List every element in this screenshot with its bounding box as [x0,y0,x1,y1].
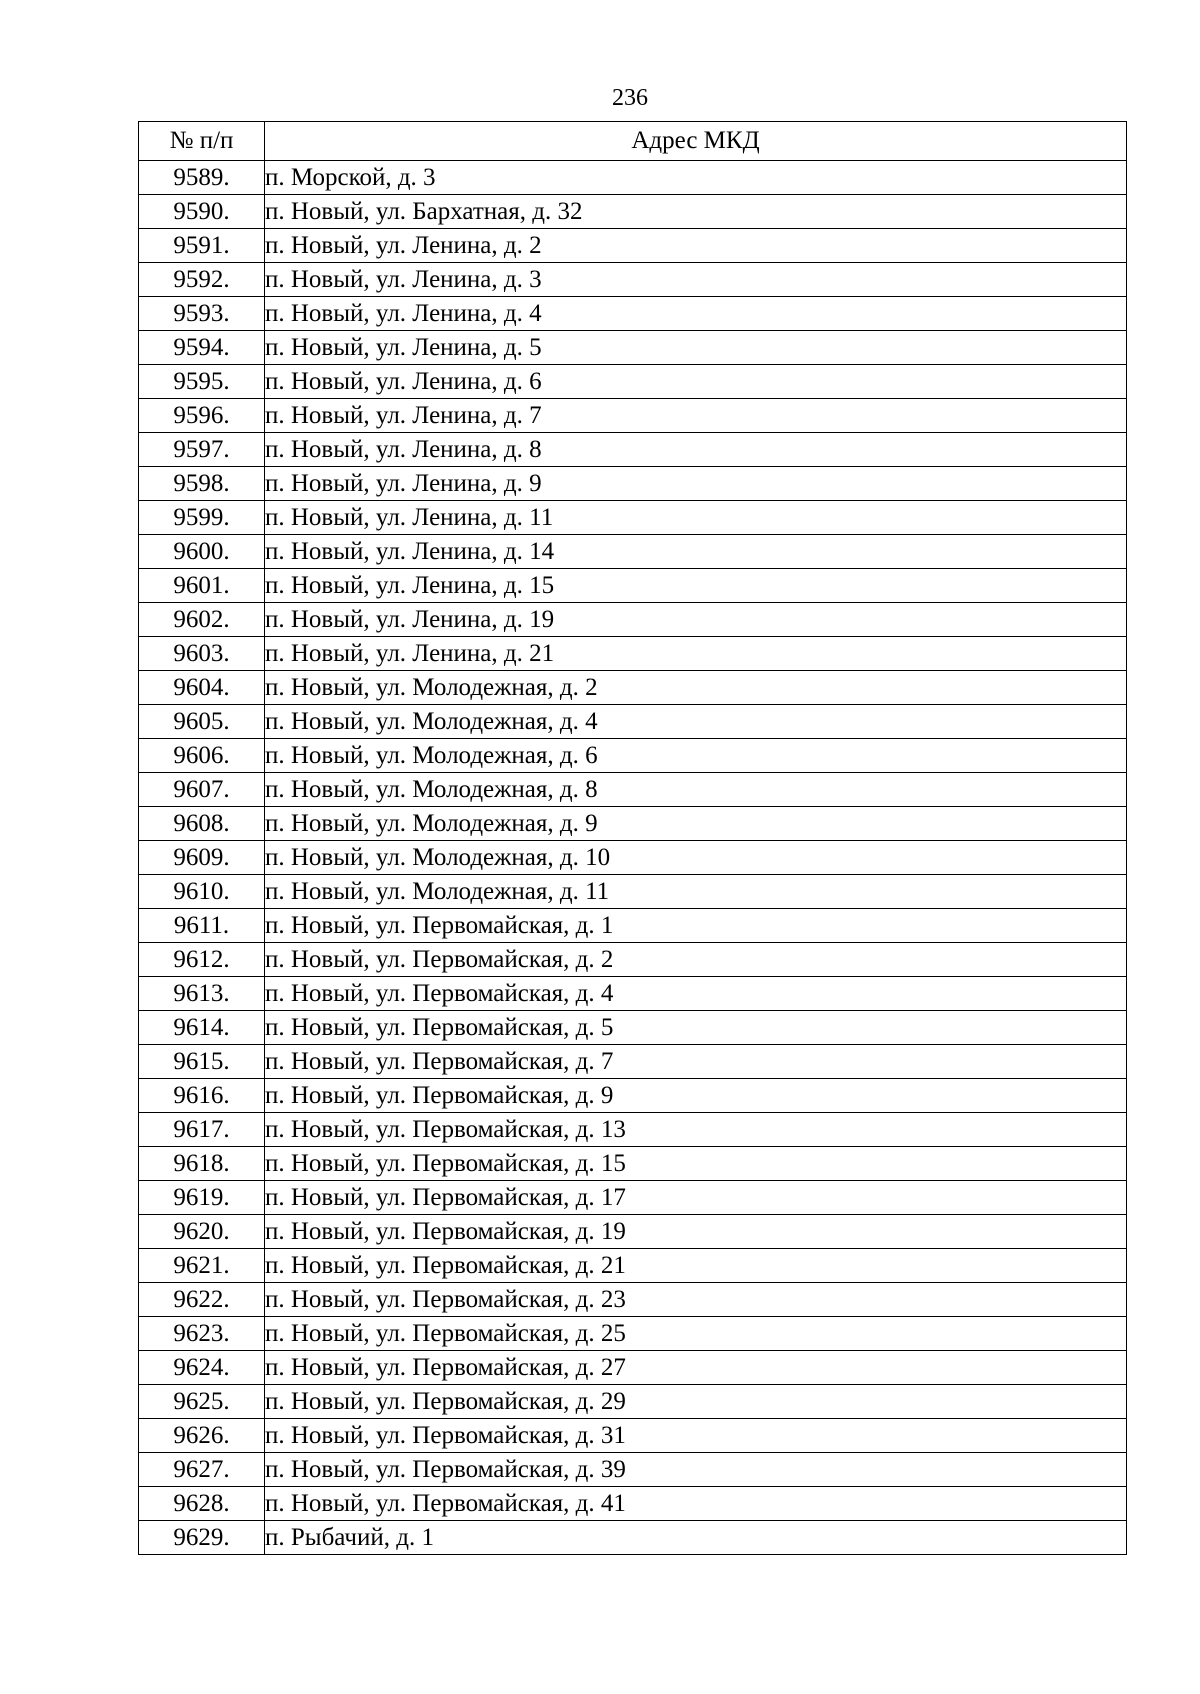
row-address-cell: п. Новый, ул. Ленина, д. 11 [265,501,1127,535]
row-number-cell: 9619. [139,1181,265,1215]
table-row [139,1249,1127,1283]
row-address-cell: п. Новый, ул. Первомайская, д. 4 [265,977,1127,1011]
table-row [139,569,1127,603]
table-row [139,1487,1127,1521]
table-row [139,297,1127,331]
table-body [139,161,1127,1555]
row-number-cell: 9601. [139,569,265,603]
row-address-cell: п. Новый, ул. Молодежная, д. 10 [265,841,1127,875]
table-row [139,875,1127,909]
row-address-cell: п. Новый, ул. Первомайская, д. 25 [265,1317,1127,1351]
row-address-cell: п. Новый, ул. Ленина, д. 2 [265,229,1127,263]
address-table [138,121,1127,1555]
row-number-cell: 9604. [139,671,265,705]
row-number-cell: 9624. [139,1351,265,1385]
row-address-cell: п. Новый, ул. Ленина, д. 4 [265,297,1127,331]
row-number-cell: 9607. [139,773,265,807]
table-row [139,1113,1127,1147]
table-row [139,807,1127,841]
row-number-cell: 9597. [139,433,265,467]
row-number-cell: 9629. [139,1521,265,1555]
row-address-cell: п. Новый, ул. Молодежная, д. 4 [265,705,1127,739]
row-address-cell: п. Новый, ул. Первомайская, д. 31 [265,1419,1127,1453]
table-row [139,331,1127,365]
row-address-cell: п. Новый, ул. Бархатная, д. 32 [265,195,1127,229]
table-row [139,1385,1127,1419]
table-row [139,977,1127,1011]
table-row [139,1181,1127,1215]
row-address-cell: п. Новый, ул. Молодежная, д. 2 [265,671,1127,705]
row-address-cell: п. Новый, ул. Ленина, д. 21 [265,637,1127,671]
row-number-cell: 9620. [139,1215,265,1249]
table-row [139,467,1127,501]
row-number-cell: 9622. [139,1283,265,1317]
table-row [139,1453,1127,1487]
row-address-cell: п. Новый, ул. Ленина, д. 7 [265,399,1127,433]
row-address-cell: п. Новый, ул. Первомайская, д. 1 [265,909,1127,943]
row-address-cell: п. Новый, ул. Первомайская, д. 5 [265,1011,1127,1045]
row-number-cell: 9615. [139,1045,265,1079]
row-address-cell: п. Новый, ул. Первомайская, д. 17 [265,1181,1127,1215]
row-number-cell: 9621. [139,1249,265,1283]
row-address-cell: п. Новый, ул. Первомайская, д. 7 [265,1045,1127,1079]
table-row [139,739,1127,773]
row-address-cell: п. Новый, ул. Ленина, д. 9 [265,467,1127,501]
table-row [139,943,1127,977]
table-row [139,841,1127,875]
row-number-cell: 9600. [139,535,265,569]
row-number-cell: 9603. [139,637,265,671]
row-address-cell: п. Рыбачий, д. 1 [265,1521,1127,1555]
row-address-cell: п. Новый, ул. Молодежная, д. 11 [265,875,1127,909]
table-row [139,399,1127,433]
row-number-cell: 9589. [139,161,265,195]
row-number-cell: 9590. [139,195,265,229]
row-number-cell: 9599. [139,501,265,535]
table-row [139,1521,1127,1555]
row-address-cell: п. Новый, ул. Молодежная, д. 6 [265,739,1127,773]
row-address-cell: п. Новый, ул. Ленина, д. 15 [265,569,1127,603]
row-number-cell: 9609. [139,841,265,875]
table-row [139,773,1127,807]
row-address-cell: п. Новый, ул. Ленина, д. 5 [265,331,1127,365]
row-number-cell: 9602. [139,603,265,637]
row-address-cell: п. Новый, ул. Первомайская, д. 19 [265,1215,1127,1249]
row-number-cell: 9608. [139,807,265,841]
table-row [139,1283,1127,1317]
row-number-cell: 9628. [139,1487,265,1521]
table-row [139,229,1127,263]
column-header-number: № п/п [139,122,265,161]
row-address-cell: п. Новый, ул. Ленина, д. 8 [265,433,1127,467]
row-number-cell: 9596. [139,399,265,433]
row-address-cell: п. Новый, ул. Молодежная, д. 8 [265,773,1127,807]
table-row [139,1317,1127,1351]
row-address-cell: п. Новый, ул. Первомайская, д. 39 [265,1453,1127,1487]
table-header-row [139,122,1127,161]
row-number-cell: 9617. [139,1113,265,1147]
table-row [139,705,1127,739]
row-number-cell: 9595. [139,365,265,399]
row-address-cell: п. Новый, ул. Первомайская, д. 27 [265,1351,1127,1385]
table-row [139,603,1127,637]
row-address-cell: п. Новый, ул. Первомайская, д. 13 [265,1113,1127,1147]
row-address-cell: п. Новый, ул. Первомайская, д. 29 [265,1385,1127,1419]
row-number-cell: 9618. [139,1147,265,1181]
table-row [139,263,1127,297]
table-row [139,1147,1127,1181]
row-address-cell: п. Новый, ул. Ленина, д. 3 [265,263,1127,297]
table-row [139,1419,1127,1453]
row-number-cell: 9611. [139,909,265,943]
page-number: 236 [612,85,648,111]
table-row [139,637,1127,671]
table-row [139,535,1127,569]
row-number-cell: 9612. [139,943,265,977]
row-address-cell: п. Новый, ул. Ленина, д. 19 [265,603,1127,637]
row-number-cell: 9605. [139,705,265,739]
table-row [139,161,1127,195]
table-row [139,365,1127,399]
table-row [139,1079,1127,1113]
table-row [139,195,1127,229]
row-number-cell: 9623. [139,1317,265,1351]
row-number-cell: 9606. [139,739,265,773]
row-number-cell: 9594. [139,331,265,365]
table-row [139,671,1127,705]
row-address-cell: п. Новый, ул. Первомайская, д. 15 [265,1147,1127,1181]
row-address-cell: п. Новый, ул. Молодежная, д. 9 [265,807,1127,841]
row-address-cell: п. Новый, ул. Первомайская, д. 21 [265,1249,1127,1283]
table-row [139,433,1127,467]
row-address-cell: п. Новый, ул. Первомайская, д. 23 [265,1283,1127,1317]
row-number-cell: 9625. [139,1385,265,1419]
table-row [139,1045,1127,1079]
row-number-cell: 9614. [139,1011,265,1045]
row-number-cell: 9626. [139,1419,265,1453]
row-address-cell: п. Новый, ул. Ленина, д. 6 [265,365,1127,399]
row-address-cell: п. Морской, д. 3 [265,161,1127,195]
column-header-address: Адрес МКД [265,122,1127,161]
table-row [139,909,1127,943]
table-row [139,501,1127,535]
table-row [139,1215,1127,1249]
row-number-cell: 9627. [139,1453,265,1487]
row-number-cell: 9613. [139,977,265,1011]
row-address-cell: п. Новый, ул. Первомайская, д. 2 [265,943,1127,977]
row-number-cell: 9591. [139,229,265,263]
row-number-cell: 9616. [139,1079,265,1113]
row-number-cell: 9593. [139,297,265,331]
table-row [139,1011,1127,1045]
row-address-cell: п. Новый, ул. Первомайская, д. 41 [265,1487,1127,1521]
row-number-cell: 9598. [139,467,265,501]
row-address-cell: п. Новый, ул. Ленина, д. 14 [265,535,1127,569]
table-row [139,1351,1127,1385]
row-number-cell: 9592. [139,263,265,297]
row-number-cell: 9610. [139,875,265,909]
row-address-cell: п. Новый, ул. Первомайская, д. 9 [265,1079,1127,1113]
